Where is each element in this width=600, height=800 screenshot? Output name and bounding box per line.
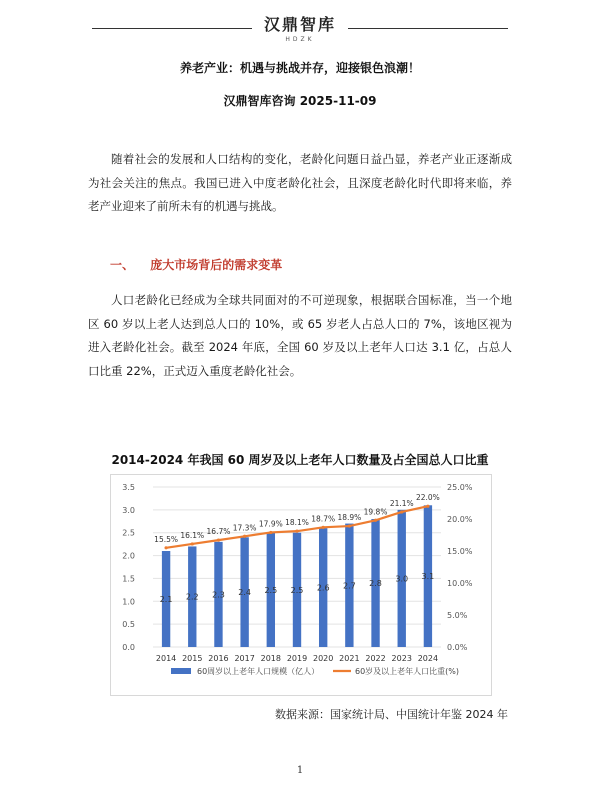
section-heading [110,256,282,273]
x-tick-label: 2016 [208,654,229,663]
y-right-tick-label: 15.0% [447,547,473,556]
bar-value-label: 2.6 [316,583,330,593]
legend-line-label: 60岁及以上老年人口比重(%) [355,667,460,676]
bar-value-label: 2.8 [369,579,382,588]
y-right-tick-label: 10.0% [447,579,473,588]
y-right-tick-label: 5.0% [447,611,468,620]
x-tick-label: 2019 [286,654,308,663]
bar-value-label: 3.1 [421,572,435,582]
line-value-label: 21.1% [389,498,414,508]
bar-value-label: 2.1 [159,595,173,604]
line-value-label: 18.7% [311,514,336,524]
bar-value-label: 2.3 [212,590,225,600]
line-point [295,530,298,533]
y-left-tick-label: 3.5 [122,483,135,492]
y-left-tick-label: 0.0 [122,643,135,652]
x-tick-label: 2023 [391,654,412,663]
line-point [243,535,246,538]
x-tick-label: 2024 [417,654,439,663]
line-point [400,510,403,513]
legend-bar-label: 60周岁以上老年人口规模（亿人） [197,667,320,676]
legend-bar-swatch [171,668,191,674]
article-title: 养老产业：机遇与挑战并存，迎接银色浪潮！ [179,61,420,75]
bar-value-label: 2.2 [185,592,199,602]
bar-value-label: 2.4 [238,588,252,598]
section-title: 庞大市场背后的需求变革 [150,258,283,272]
page-number: 1 [296,765,304,776]
line-point [348,524,351,527]
header-rule-left [92,28,252,29]
line-point [426,505,429,508]
section-number: 一、 [110,258,135,272]
line-value-label: 18.1% [285,518,309,528]
line-value-label: 15.5% [154,534,179,544]
bar-value-label: 2.7 [342,581,356,591]
line-value-label: 16.1% [180,530,205,540]
bar-value-label: 3.0 [395,574,409,584]
y-right-tick-label: 0.0% [447,643,468,652]
bar-value-label: 2.5 [290,585,304,595]
y-left-tick-label: 3.0 [122,505,135,515]
paragraph-intro: 随着社会的发展和人口结构的变化，老龄化问题日益凸显，养老产业正逐渐成为社会关注的焦点。我国已进入中度老龄化社会，且深度老龄化时代即将来临，养老产业迎来了前所未有的机遇与挑战。 [88,152,512,213]
line-point [269,531,272,534]
chart-svg [111,475,491,695]
x-tick-label: 2018 [260,654,281,663]
bar-value-label: 2.5 [264,585,278,595]
y-right-tick-label: 20.0% [447,515,473,524]
y-left-tick-label: 1.0 [122,597,135,607]
y-left-tick-label: 0.5 [122,620,135,630]
x-tick-label: 2020 [313,654,334,663]
chart-container [110,474,492,696]
line-point [164,546,167,549]
line-point [217,539,220,542]
y-right-tick-label: 25.0% [447,483,473,492]
data-source: 数据来源：国家统计局、中国统计年鉴 2024 年 [275,708,508,721]
line-point [322,526,325,529]
chart-title: 2014-2024 年我国 60 周岁及以上老年人口数量及占全国总人口比重 [111,453,489,467]
header-rule-right [348,28,508,29]
line-value-label: 17.3% [232,523,257,533]
x-tick-label: 2021 [339,654,360,663]
line-value-label: 17.9% [258,519,283,529]
x-tick-label: 2014 [155,654,177,663]
line-value-label: 19.8% [363,507,388,517]
y-left-tick-label: 1.5 [122,574,135,584]
article-byline: 汉鼎智库咨询 2025-11-09 [223,94,377,108]
line-value-label: 18.9% [337,513,362,523]
line-value-label: 16.7% [206,527,231,537]
y-left-tick-label: 2.5 [122,528,135,538]
x-tick-label: 2022 [365,654,386,663]
line-value-label: 22.0% [415,493,440,503]
x-tick-label: 2015 [182,654,203,663]
x-tick-label: 2017 [234,654,255,663]
line-point [374,519,377,522]
logo-text: 汉鼎智库 [263,15,336,34]
line-point [191,542,194,545]
y-left-tick-label: 2.0 [122,551,135,561]
paragraph-aging: 人口老龄化已经成为全球共同面对的不可逆现象，根据联合国标准，当一个地区 60 岁以上老人达到总人口的 10%，或 65 岁老人占总人口的 7%，该地区视为进入老龄化社会。截至 2024 年底，全国 60 岁及以上老年人口达 3.1 亿，占总人口比重 22%，正式迈入重度老龄化社会。 [88,293,512,378]
logo-subtext: HDZK [285,36,315,43]
